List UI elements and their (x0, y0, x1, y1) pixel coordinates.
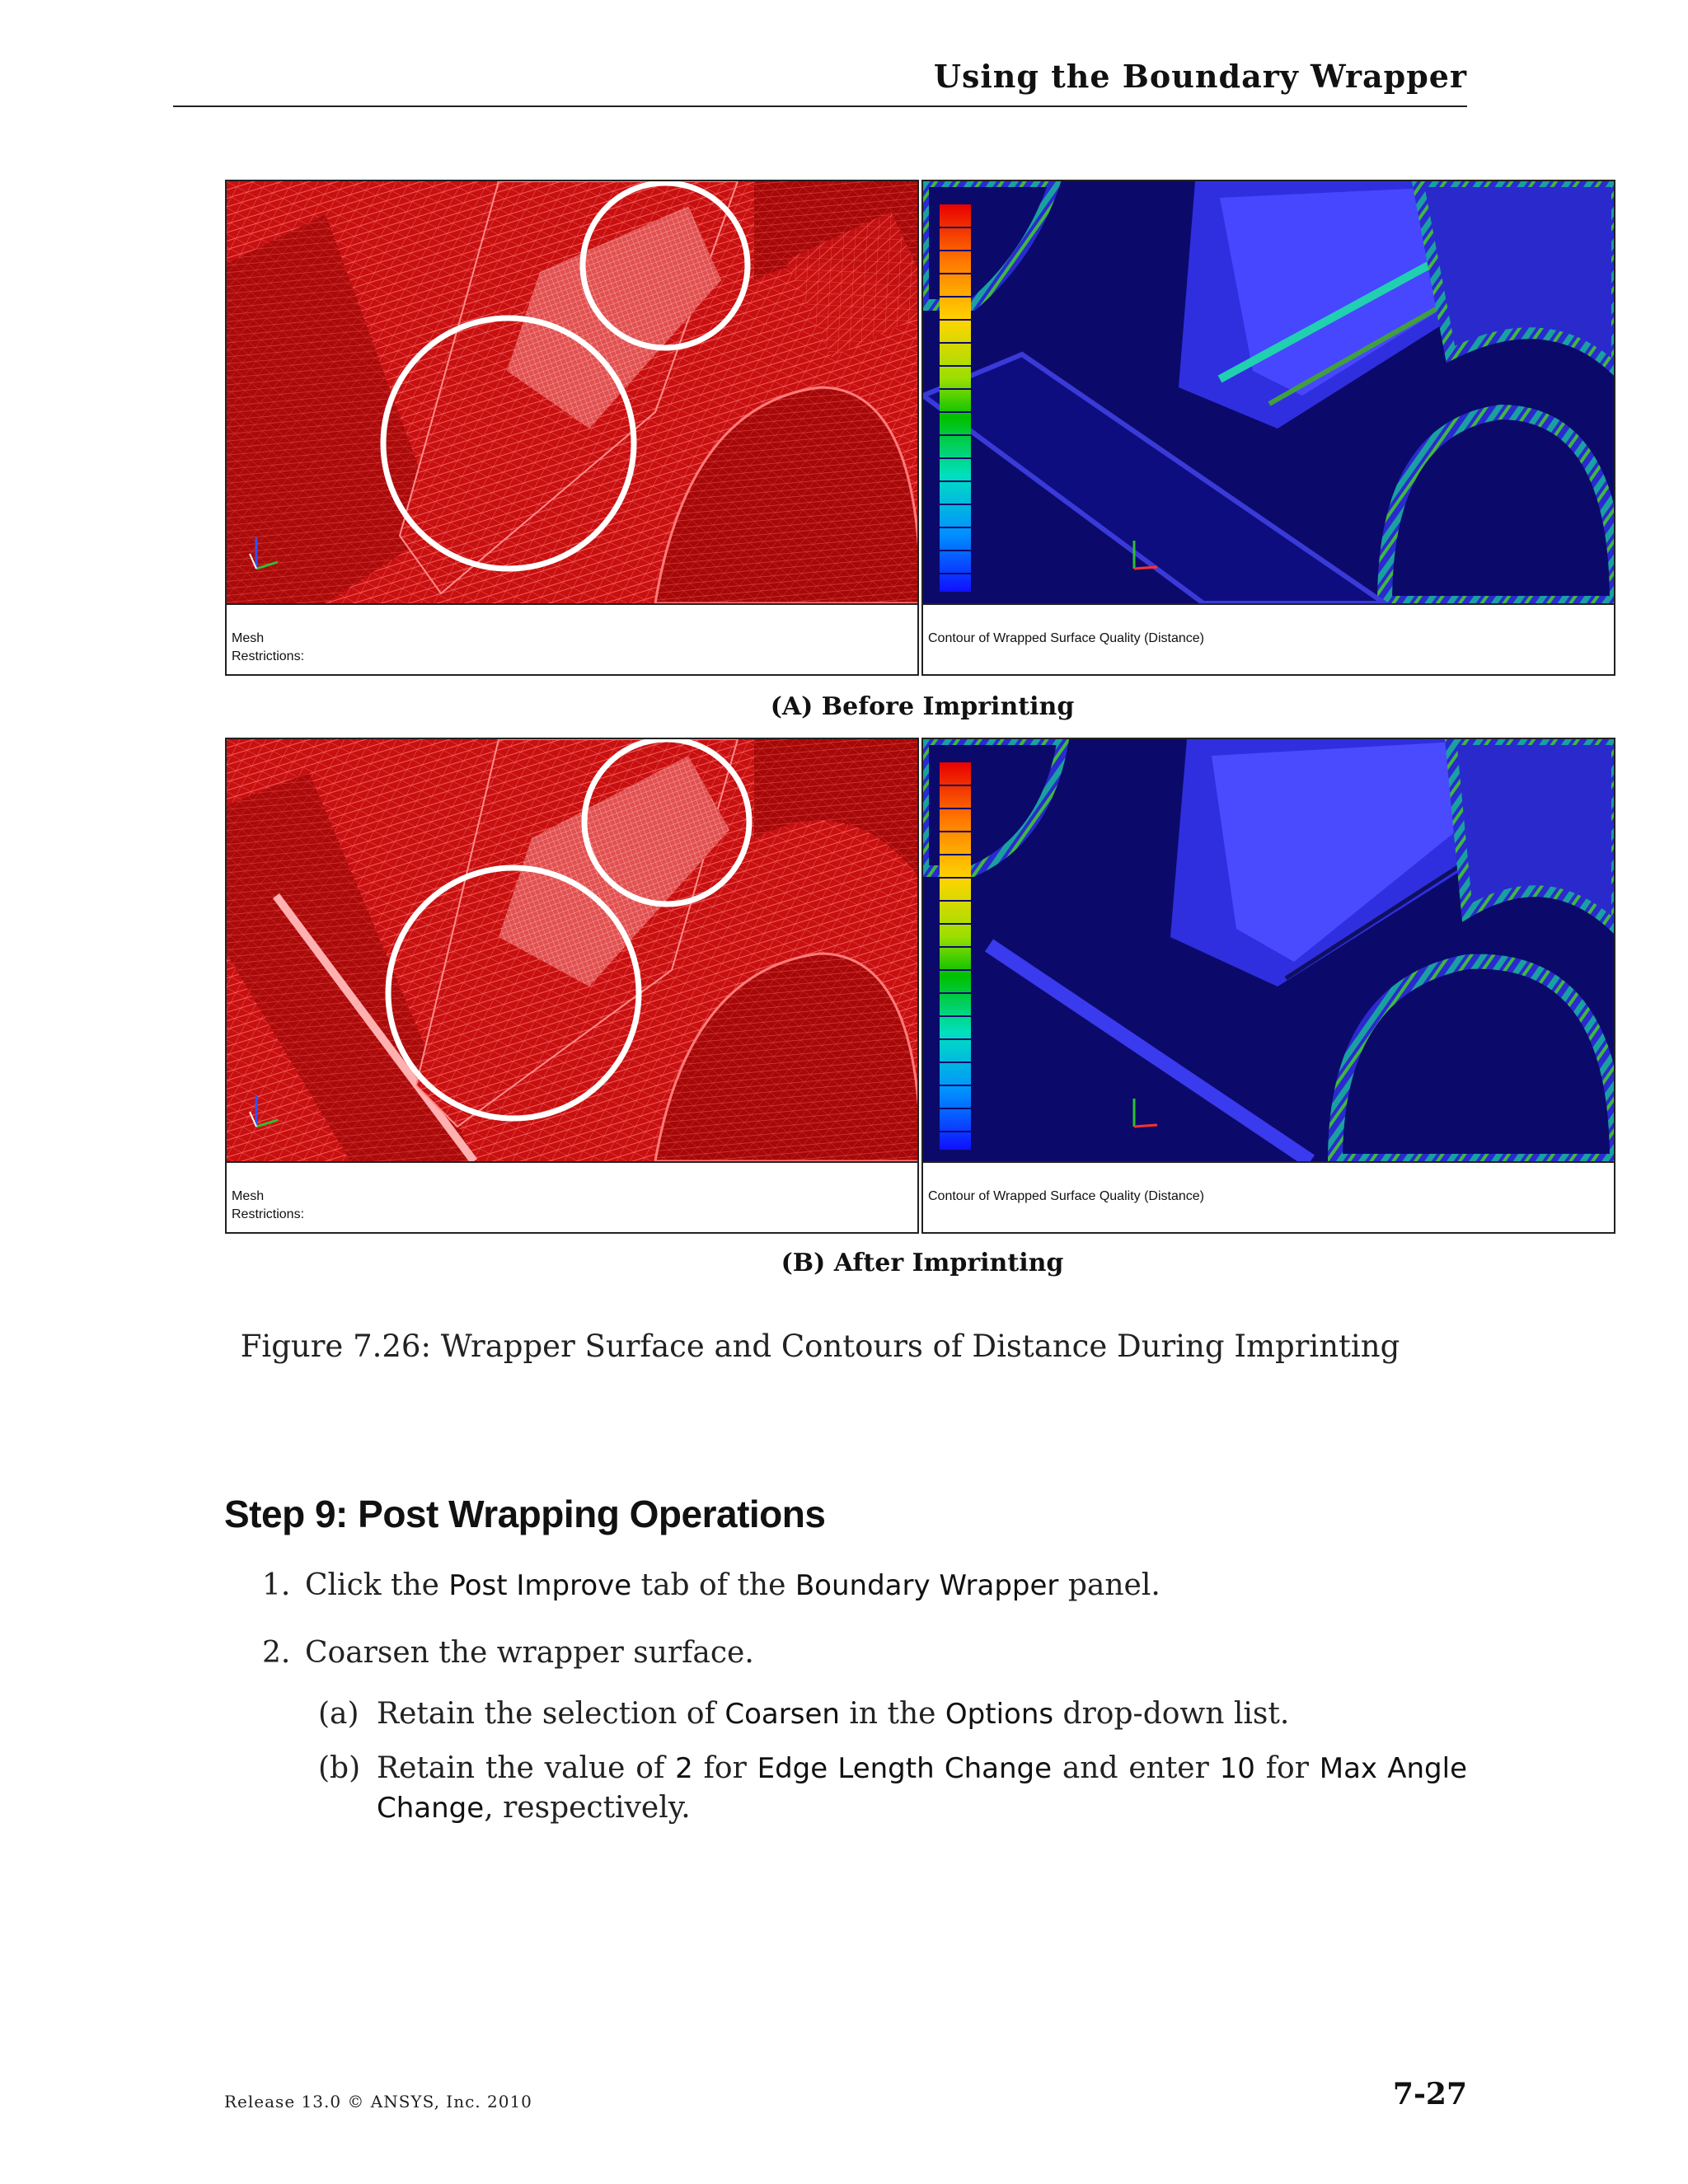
panel-caption-contour-before (923, 603, 1614, 676)
mesh-viewport-after (227, 739, 917, 1161)
sub-list-text (377, 1694, 1289, 1734)
gui-term: Edge Length Change (757, 1752, 1052, 1785)
panel-caption-mesh-after (227, 1161, 917, 1234)
list-item-text: Coarsen the wrapper surface. (305, 1636, 754, 1670)
list-item-number: 1. (262, 1568, 291, 1602)
running-header: Using the Boundary Wrapper (933, 58, 1467, 95)
contour-viewport-after (923, 739, 1614, 1161)
text-run: and enter (1052, 1751, 1220, 1785)
text-run: Retain the selection of (377, 1697, 725, 1731)
caption-line: Mesh (232, 631, 265, 645)
gui-term: Coarsen (724, 1698, 840, 1731)
gui-value: 2 (675, 1752, 693, 1785)
sub-list-label: (a) (318, 1697, 359, 1731)
text-run: in the (839, 1697, 945, 1731)
subfigure-caption-after: (B) After Imprinting (781, 1249, 1064, 1277)
sub-list-text (377, 1749, 1467, 1788)
gui-term: Options (945, 1698, 1054, 1731)
gui-term: Max Angle (1319, 1752, 1467, 1785)
step-heading: Step 9: Post Wrapping Operations (224, 1493, 826, 1535)
panel-caption-mesh-before (227, 603, 917, 676)
text-run: tab of the (631, 1568, 795, 1602)
subfigure-caption-before: (A) Before Imprinting (770, 692, 1075, 721)
mesh-viewport-before (227, 181, 917, 603)
gui-term: Post Improve (448, 1569, 632, 1602)
caption-line: Contour of Wrapped Surface Quality (Distance) (928, 1189, 1204, 1203)
contour-viewport-before (923, 181, 1614, 603)
sub-list-label: (b) (318, 1751, 361, 1785)
page-number: 7-27 (1392, 2077, 1467, 2111)
footer-release: Release 13.0 © ANSYS, Inc. 2010 (224, 2092, 532, 2111)
text-run: Retain the value of (377, 1751, 676, 1785)
panel-caption-contour-after (923, 1161, 1614, 1234)
text-run: Click the (305, 1568, 449, 1602)
panel-mesh-before (225, 180, 919, 676)
header-rule (173, 105, 1467, 107)
list-item-text (305, 1566, 1160, 1605)
text-run: for (1254, 1751, 1320, 1785)
caption-line: Mesh (232, 1189, 265, 1203)
sub-list-text-continued (377, 1788, 691, 1828)
caption-line: Contour of Wrapped Surface Quality (Distance) (928, 631, 1204, 645)
figure-caption: Figure 7.26: Wrapper Surface and Contours of Distance During Imprinting (240, 1329, 1400, 1364)
text-run: drop-down list. (1053, 1697, 1290, 1731)
text-run: for (692, 1751, 757, 1785)
panel-contour-after (921, 738, 1615, 1234)
panel-contour-before (921, 180, 1615, 676)
list-item-number: 2. (262, 1636, 291, 1670)
caption-line: Restrictions: (232, 1207, 305, 1221)
gui-value: 10 (1219, 1752, 1255, 1785)
legend-colorbar (940, 204, 971, 592)
text-run: panel. (1058, 1568, 1160, 1602)
caption-line: Restrictions: (232, 649, 305, 663)
legend-colorbar (940, 762, 971, 1150)
text-run: , respectively. (484, 1791, 691, 1825)
gui-term: Change (377, 1792, 485, 1825)
gui-term: Boundary Wrapper (795, 1569, 1059, 1602)
panel-mesh-after (225, 738, 919, 1234)
